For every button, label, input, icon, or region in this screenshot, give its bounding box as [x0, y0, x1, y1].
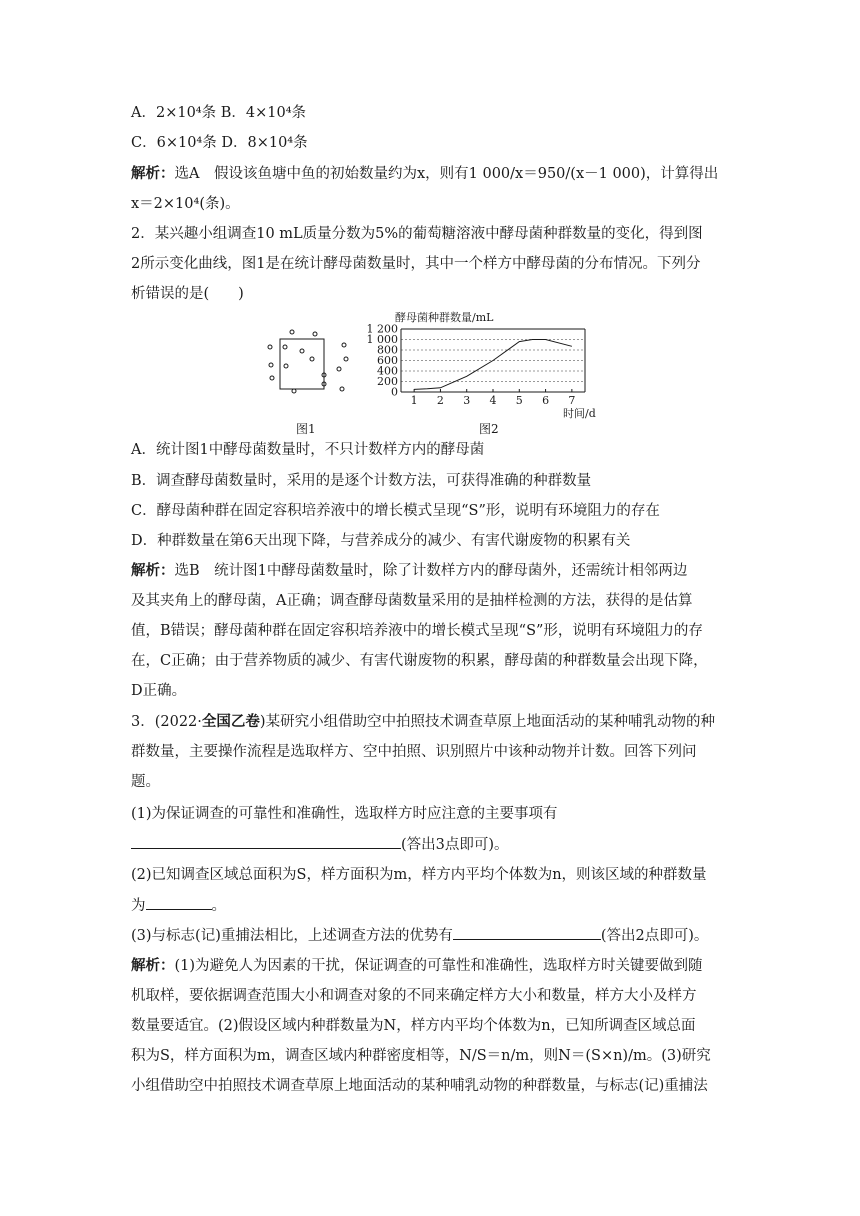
answer-1-line-2: x＝2×10⁴(条)。: [131, 196, 240, 212]
chart-gridlines: [401, 329, 585, 382]
figure-1-caption: 图1: [296, 422, 316, 436]
answer-label: 解析：: [131, 562, 175, 579]
answer-3-line-1: [131, 956, 731, 976]
answer-2-line-3: 值，B错误；酵母菌种群在固定容积培养液中的增长模式呈现“S”形，说明有环境阻力的存: [131, 623, 703, 639]
question-3-line-3: 题。: [131, 774, 160, 790]
chart-x-label: 时间/d: [563, 407, 596, 419]
chart-x-tick-label: 4: [489, 394, 497, 407]
answer-text: 选A 假设该鱼塘中鱼的初始数量约为x，则有1 000/x＝950/(x－1 000)，计算得出: [174, 166, 719, 182]
answer-blank-2[interactable]: [146, 895, 212, 910]
answer-3-line-5: 小组借助空中拍照技术调查草原上地面活动的某种哺乳动物的种群数量，与标志(记)重捕法: [131, 1078, 708, 1094]
subquestion-1-line-1: (1)为保证调查的可靠性和准确性，选取样方时应注意的主要事项有: [131, 806, 558, 822]
chart-y-tick-label: 1 000: [366, 333, 398, 346]
chart-x-tick-label: 5: [515, 394, 523, 407]
chart-y-tick-label: 200: [377, 375, 398, 388]
answer-1-line-1: [131, 164, 731, 184]
chart-y-tick-label: 0: [391, 385, 398, 399]
answer-blank-3[interactable]: [453, 925, 601, 940]
answer-2-line-1: [131, 561, 731, 581]
figure-2-line-chart: [365, 307, 625, 419]
option-a: A．统计图1中酵母菌数量时，不只计数样方内的酵母菌: [131, 442, 485, 458]
chart-y-tick-label: 400: [377, 364, 398, 378]
question-2-line-1: 2．某兴趣小组调查10 mL质量分数为5%的葡萄糖溶液中酵母菌种群数量的变化，得到图: [131, 226, 703, 242]
answer-2-line-5: D正确。: [131, 683, 187, 699]
chart-x-tick-label: 2: [436, 394, 444, 407]
figure-2-caption: 图2: [479, 422, 499, 436]
question-2-line-2: 2所示变化曲线，图1是在统计酵母菌数量时，其中一个样方中酵母菌的分布情况。下列分: [131, 256, 701, 272]
question-3-line-2: 群数量，主要操作流程是选取样方、空中拍照、识别照片中该种动物并计数。回答下列问: [131, 744, 697, 760]
chart-x-tick-label: 3: [463, 394, 471, 407]
subquestion-1-line-2: (答出3点即可)。: [131, 834, 731, 855]
answer-2-line-2: 及其夹角上的酵母菌，A正确；调查酵母菌数量采用的是抽样检测的方法，获得的是估算: [131, 593, 693, 609]
chart-y-tick-label: 800: [377, 343, 398, 357]
answer-3-line-2: 机取样，要依据调查范围大小和调查对象的不同来确定样方大小和数量，样方大小及样方: [131, 988, 697, 1004]
answer-text: (1)为避免人为因素的干扰，保证调查的可靠性和准确性，选取样方时关键要做到随: [174, 958, 703, 974]
answer-label: 解析：: [131, 165, 175, 182]
chart-y-ticks: [367, 323, 399, 399]
answer-label: 解析：: [131, 957, 175, 974]
answer-blank-1[interactable]: [131, 834, 401, 849]
option-line-ab: A．2×10⁴条 B．4×10⁴条: [131, 105, 307, 121]
subquestion-2-line-1: (2)已知调查区域总面积为S，样方面积为m，样方内平均个体数为n，则该区域的种群数量: [131, 867, 707, 883]
chart-y-tick-label: 600: [377, 354, 398, 367]
answer-3-line-4: 积为S，样方面积为m，调查区域内种群密度相等，N/S＝n/m，则N＝(S×n)/m。(3)研究: [131, 1048, 711, 1064]
chart-y-tick-label: 1 200: [366, 322, 398, 336]
figure-1-sample-square: [262, 325, 352, 400]
subquestion-3: (3)与标志(记)重捕法相比，上述调查方法的优势有 (答出2点即可)。: [131, 925, 731, 946]
chart-series-line: [414, 340, 572, 390]
question-source: 全国乙卷: [201, 714, 260, 730]
answer-2-line-4: 在，C正确；由于营养物质的减少、有害代谢废物的积累，酵母菌的种群数量会出现下降，: [131, 653, 708, 669]
option-line-cd: C．6×10⁴条 D．8×10⁴条: [131, 135, 308, 151]
option-c: C．酵母菌种群在固定容积培养液中的增长模式呈现“S”形，说明有环境阻力的存在: [131, 503, 660, 519]
chart-x-tick-label: 1: [410, 394, 418, 407]
option-b: B．调查酵母菌数量时，采用的是逐个计数方法，可获得准确的种群数量: [131, 473, 592, 489]
chart-x-tick-label: 7: [568, 394, 576, 407]
question-2-line-3: 析错误的是( ): [131, 286, 244, 302]
answer-3-line-3: 数量要适宜。(2)假设区域内种群数量为N，样方内平均个体数为n，已知所调查区域总面: [131, 1018, 696, 1034]
chart-x-tick-label: 6: [542, 394, 550, 407]
option-d: D．种群数量在第6天出现下降，与营养成分的减少、有害代谢废物的积累有关: [131, 533, 631, 549]
answer-text: 选B 统计图1中酵母菌数量时，除了计数样方内的酵母菌外，还需统计相邻两边: [174, 563, 688, 579]
chart-title: 酵母菌种群数量/mL: [395, 311, 494, 324]
subquestion-2-line-2: 为 。: [131, 895, 731, 916]
question-3-line-1: 3．(2022·全国乙卷)某研究小组借助空中拍照技术调查草原上地面活动的某种哺乳动物的种: [131, 714, 716, 730]
